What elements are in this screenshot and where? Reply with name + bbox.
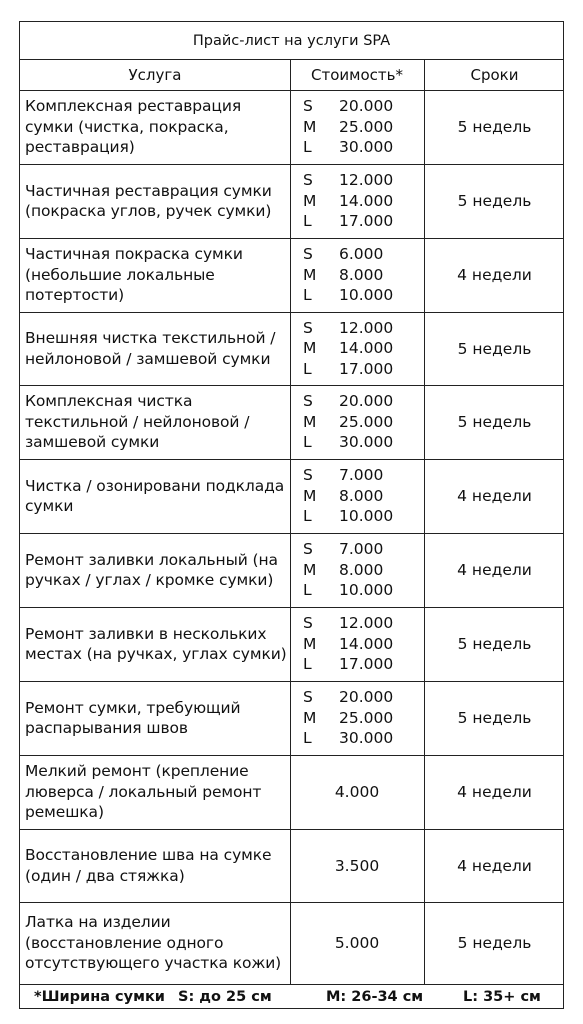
price-line xyxy=(303,465,423,486)
size-code: L xyxy=(303,729,312,748)
size-code: M xyxy=(303,191,317,210)
size-code: L xyxy=(303,655,312,674)
price-line xyxy=(303,613,423,634)
price-value: 10.000 xyxy=(339,286,394,305)
term-value: 4 недели xyxy=(457,266,532,284)
price-list xyxy=(303,238,423,312)
header-price: Стоимость* xyxy=(311,65,403,84)
service-name: Комплексная чистка текстильной / нейлоновой / замшевой сумки xyxy=(25,392,250,452)
price-line xyxy=(303,318,423,339)
size-code: L xyxy=(303,286,312,305)
price-line xyxy=(303,117,423,138)
size-code: S xyxy=(303,688,313,707)
price-list xyxy=(303,90,423,164)
price-line xyxy=(303,170,423,191)
price-list xyxy=(303,385,423,459)
price-line xyxy=(303,687,423,708)
price-value: 30.000 xyxy=(339,729,394,748)
price-line xyxy=(303,338,423,359)
service-name: Ремонт заливки в нескольких местах (на ручках, углах сумки) xyxy=(25,624,287,663)
service-name: Внешняя чистка текстильной / нейлоновой / замшевой сумки xyxy=(25,329,276,368)
price-line xyxy=(303,486,423,507)
price-value: 12.000 xyxy=(339,318,394,337)
size-code: S xyxy=(303,540,313,559)
price-value: 10.000 xyxy=(339,507,394,526)
size-code: M xyxy=(303,412,317,431)
term-value: 4 недели xyxy=(457,561,532,579)
price-value: 14.000 xyxy=(339,634,394,653)
price-value: 17.000 xyxy=(339,655,394,674)
price-line xyxy=(303,708,423,729)
size-code: S xyxy=(303,318,313,337)
service-name: Частичная покраска сумки (небольшие локальные потертости) xyxy=(25,245,243,305)
service-name: Частичная реставрация сумки (покраска углов, ручек сумки) xyxy=(25,181,272,220)
size-code: S xyxy=(303,614,313,633)
table-row xyxy=(20,607,563,682)
price-value: 8.000 xyxy=(339,486,384,505)
size-code: L xyxy=(303,359,312,378)
price-line xyxy=(303,412,423,433)
table-row xyxy=(20,533,563,608)
price-value: 12.000 xyxy=(339,171,394,190)
size-legend-l: L: 35+ см xyxy=(463,989,541,1005)
price-line xyxy=(303,728,423,749)
table-row xyxy=(20,312,563,386)
price-line xyxy=(303,506,423,527)
price-list xyxy=(303,459,423,533)
price-value: 20.000 xyxy=(339,97,394,116)
table-row xyxy=(20,681,563,756)
price-value: 6.000 xyxy=(339,245,384,264)
size-code: M xyxy=(303,339,317,358)
size-code: M xyxy=(303,560,317,579)
price-value: 30.000 xyxy=(339,433,394,452)
price-value: 10.000 xyxy=(339,581,394,600)
price-value: 3.500 xyxy=(334,856,380,875)
price-value: 4.000 xyxy=(334,783,380,801)
price-value: 25.000 xyxy=(339,412,394,431)
price-line xyxy=(303,391,423,412)
term-value: 5 недель xyxy=(457,934,532,952)
table-title: Прайс-лист на услуги SPA xyxy=(20,22,563,60)
term-value: 5 недель xyxy=(457,709,532,727)
service-name: Мелкий ремонт (крепление люверса / локальный ремонт ремешка) xyxy=(25,762,262,822)
table-row xyxy=(20,164,563,239)
table-row xyxy=(20,238,563,313)
size-code: M xyxy=(303,634,317,653)
size-legend xyxy=(20,984,563,1010)
price-line xyxy=(303,560,423,581)
size-legend-label: *Ширина сумки xyxy=(34,989,165,1005)
table-row xyxy=(20,829,563,903)
size-code: L xyxy=(303,138,312,157)
price-value: 30.000 xyxy=(339,138,394,157)
price-line xyxy=(303,654,423,675)
table-row xyxy=(20,755,563,830)
price-line xyxy=(303,96,423,117)
service-name: Восстановление шва на сумке (один / два стяжка) xyxy=(25,846,272,885)
size-code: L xyxy=(303,433,312,452)
price-value: 5.000 xyxy=(334,934,380,952)
price-list xyxy=(303,607,423,681)
header-term: Сроки xyxy=(470,65,519,84)
table-row xyxy=(20,90,563,165)
header-service: Услуга xyxy=(128,65,182,84)
price-list xyxy=(303,533,423,607)
table-row xyxy=(20,385,563,460)
term-value: 4 недели xyxy=(457,856,532,875)
price-value: 20.000 xyxy=(339,688,394,707)
price-line xyxy=(303,265,423,286)
size-code: L xyxy=(303,212,312,231)
price-list xyxy=(303,312,423,385)
price-list xyxy=(303,681,423,755)
term-value: 4 недели xyxy=(457,783,532,801)
price-list xyxy=(303,164,423,238)
table-row xyxy=(20,459,563,534)
price-value: 12.000 xyxy=(339,614,394,633)
price-line xyxy=(303,285,423,306)
price-line xyxy=(303,137,423,158)
price-line xyxy=(303,359,423,380)
size-code: L xyxy=(303,507,312,526)
size-code: S xyxy=(303,97,313,116)
price-value: 14.000 xyxy=(339,339,394,358)
size-code: S xyxy=(303,466,313,485)
service-name: Комплексная реставрация сумки (чистка, покраска, реставрация) xyxy=(25,97,242,157)
price-list-table xyxy=(19,21,564,1009)
term-value: 4 недели xyxy=(457,487,532,505)
size-code: M xyxy=(303,486,317,505)
term-value: 5 недель xyxy=(457,339,532,358)
service-name: Ремонт сумки, требующий распарывания швов xyxy=(25,698,241,737)
size-code: L xyxy=(303,581,312,600)
size-code: M xyxy=(303,117,317,136)
term-value: 5 недель xyxy=(457,413,532,431)
price-value: 17.000 xyxy=(339,212,394,231)
size-code: S xyxy=(303,245,313,264)
price-line xyxy=(303,191,423,212)
price-line xyxy=(303,211,423,232)
price-value: 17.000 xyxy=(339,359,394,378)
size-code: S xyxy=(303,392,313,411)
price-line xyxy=(303,580,423,601)
size-legend-s: S: до 25 см xyxy=(178,989,272,1005)
price-value: 8.000 xyxy=(339,560,384,579)
table-row xyxy=(20,902,563,985)
service-name: Латка на изделии (восстановление одного отсутствующего участка кожи) xyxy=(25,913,282,973)
price-value: 8.000 xyxy=(339,265,384,284)
size-code: S xyxy=(303,171,313,190)
size-code: M xyxy=(303,265,317,284)
price-value: 25.000 xyxy=(339,117,394,136)
price-line xyxy=(303,244,423,265)
price-line xyxy=(303,539,423,560)
term-value: 5 недель xyxy=(457,118,532,136)
price-value: 7.000 xyxy=(339,466,384,485)
term-value: 5 недель xyxy=(457,192,532,210)
price-value: 20.000 xyxy=(339,392,394,411)
service-name: Чистка / озонировани подклада сумки xyxy=(25,476,285,515)
price-value: 7.000 xyxy=(339,540,384,559)
term-value: 5 недель xyxy=(457,635,532,653)
size-code: M xyxy=(303,708,317,727)
header-row xyxy=(20,59,563,91)
service-name: Ремонт заливки локальный (на ручках / углах / кромке сумки) xyxy=(25,550,278,589)
price-line xyxy=(303,432,423,453)
price-value: 25.000 xyxy=(339,708,394,727)
price-line xyxy=(303,634,423,655)
size-legend-m: M: 26-34 см xyxy=(326,989,424,1005)
price-value: 14.000 xyxy=(339,191,394,210)
